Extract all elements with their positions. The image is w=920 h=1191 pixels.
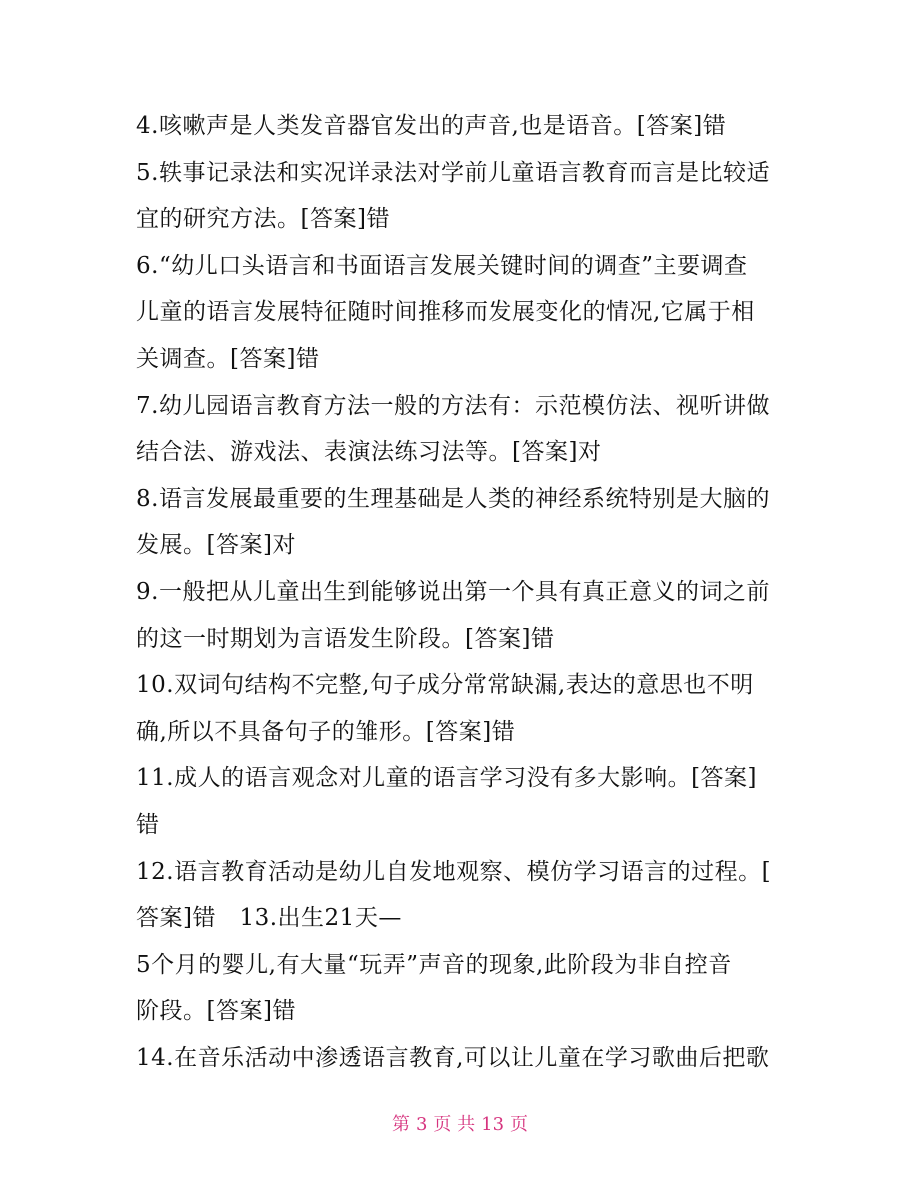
footer-current-page: 3 bbox=[415, 1114, 428, 1135]
page-footer bbox=[0, 1110, 920, 1136]
footer-middle: 页 共 bbox=[433, 1114, 476, 1135]
text-line: 儿童的语言发展特征随时间推移而发展变化的情况,它属于相 bbox=[136, 299, 755, 326]
text-line: 7.幼儿园语言教育方法一般的方法有：示范模仿法、视听讲做 bbox=[136, 392, 770, 419]
text-line: 错 bbox=[136, 811, 160, 838]
footer-total-pages: 13 bbox=[481, 1114, 505, 1135]
footer-suffix: 页 bbox=[510, 1114, 529, 1135]
text-line: 答案]错 13.出生21天— bbox=[136, 905, 402, 932]
text-line: 10.双词句结构不完整,句子成分常常缺漏,表达的意思也不明 bbox=[136, 672, 754, 699]
text-line: 8.语言发展最重要的生理基础是人类的神经系统特别是大脑的 bbox=[136, 485, 770, 512]
text-line: 关调查。[答案]错 bbox=[136, 345, 320, 372]
text-line: 阶段。[答案]错 bbox=[136, 998, 296, 1025]
text-line: 11.成人的语言观念对儿童的语言学习没有多大影响。[答案] bbox=[136, 765, 758, 792]
text-line: 确,所以不具备句子的雏形。[答案]错 bbox=[136, 718, 516, 745]
text-line: 发展。[答案]对 bbox=[136, 532, 296, 559]
document-body bbox=[136, 103, 786, 1081]
text-line: 结合法、游戏法、表演法练习法等。[答案]对 bbox=[136, 439, 602, 466]
text-line: 的这一时期划为言语发生阶段。[答案]错 bbox=[136, 625, 555, 652]
text-line: 5.轶事记录法和实况详录法对学前儿童语言教育而言是比较适 bbox=[136, 159, 770, 186]
text-line: 4.咳嗽声是人类发音器官发出的声音,也是语音。[答案]错 bbox=[136, 113, 727, 139]
text-line: 6.“幼儿口头语言和书面语言发展关键时间的调查”主要调查 bbox=[136, 252, 748, 279]
text-line: 宜的研究方法。[答案]错 bbox=[136, 206, 390, 233]
text-line: 5个月的婴儿,有大量“玩弄”声音的现象,此阶段为非自控音 bbox=[136, 951, 732, 978]
text-line: 12.语言教育活动是幼儿自发地观察、模仿学习语言的过程。[ bbox=[136, 858, 772, 885]
text-line: 14.在音乐活动中渗透语言教育,可以让儿童在学习歌曲后把歌 bbox=[136, 1044, 770, 1071]
footer-prefix: 第 bbox=[391, 1114, 410, 1135]
text-line: 9.一般把从儿童出生到能够说出第一个具有真正意义的词之前 bbox=[136, 578, 770, 605]
